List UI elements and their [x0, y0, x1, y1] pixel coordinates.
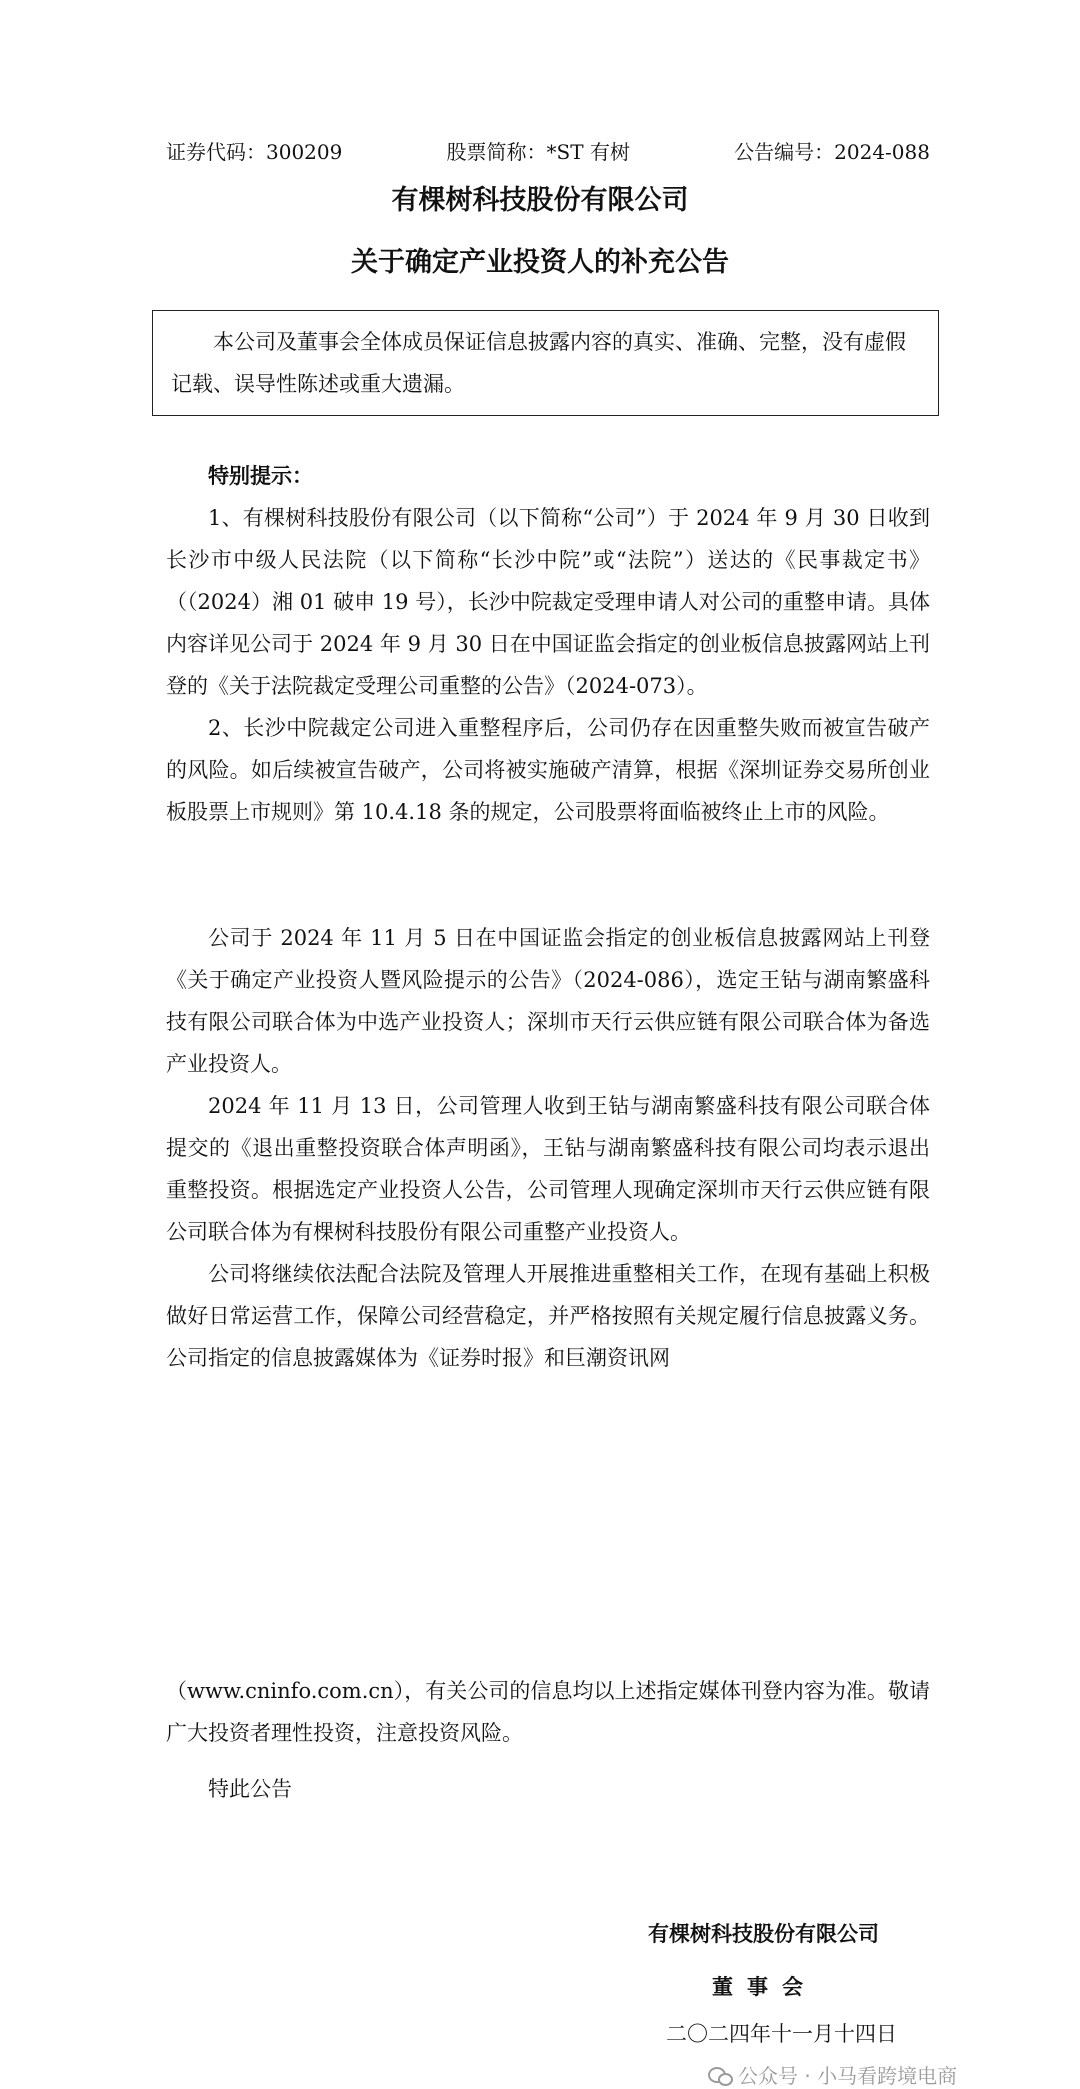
- body-paragraph-2: 2024 年 11 月 13 日，公司管理人收到王钻与湖南繁盛科技有限公司联合体提交的《退出重整投资联合体声明函》，王钻与湖南繁盛科技有限公司均表示退出重整投资。根据选定产业投资人公告，公司管理人现确定深圳市天行云供应链有限公司联合体为有棵树科技股份有限公司重整产业投资人。: [166, 1094, 930, 1244]
- signature-date: 二〇二四年十一月十四日: [666, 2022, 897, 2046]
- signature-company: 有棵树科技股份有限公司: [648, 1921, 879, 1946]
- special-heading: 特别提示：: [208, 463, 313, 488]
- announcement-title: 关于确定产业投资人的补充公告: [351, 247, 729, 278]
- signature-board: 董事会: [712, 1974, 817, 1999]
- special-item-1: 1、有棵树科技股份有限公司（以下简称“公司”）于 2024 年 9 月 30 日收到长沙市中级人民法院（以下简称“长沙中院”或“法院”）送达的《民事裁定书》（（2024）湘 01 破申 19 号），长沙中院裁定受理申请人对公司的重整申请。具体内容详见公司于 2024 年 9 月 30 日在中国证监会指定的创业板信息披露网站上刊登的《关于法院裁定受理公司重整的公告》（2024-073）。: [166, 506, 930, 698]
- stock-short-name: 股票简称：*ST 有树: [446, 140, 630, 164]
- company-title: 有棵树科技股份有限公司: [391, 185, 689, 216]
- watermark-text: 公众号 · 小马看跨境电商: [738, 2064, 958, 2088]
- special-notes: [166, 455, 930, 833]
- closing-text: 特此公告: [208, 1777, 292, 1801]
- notice-number: 公告编号：2024-088: [734, 140, 930, 164]
- watermark: [708, 2060, 957, 2089]
- wechat-icon: [708, 2065, 732, 2085]
- disclaimer-text: 本公司及董事会全体成员保证信息披露内容的真实、准确、完整，没有虚假记载、误导性陈述或重大遗漏。: [171, 330, 906, 396]
- special-item-2: 2、长沙中院裁定公司进入重整程序后，公司仍存在因重整失败而被宣告破产的风险。如后续被宣告破产，公司将被实施破产清算，根据《深圳证券交易所创业板股票上市规则》第 10.4.18 条的规定，公司股票将面临被终止上市的风险。: [166, 716, 930, 824]
- body-paragraph-3: 公司将继续依法配合法院及管理人开展推进重整相关工作，在现有基础上积极做好日常运营工作，保障公司经营稳定，并严格按照有关规定履行信息披露义务。公司指定的信息披露媒体为《证券时报》和巨潮资讯网: [166, 1262, 930, 1370]
- tail-paragraph: （www.cninfo.com.cn），有关公司的信息均以上述指定媒体刊登内容为准。敬请广大投资者理性投资，注意投资风险。: [166, 1679, 930, 1745]
- main-body: [166, 917, 930, 1379]
- body-paragraph-1: 公司于 2024 年 11 月 5 日在中国证监会指定的创业板信息披露网站上刊登《关于确定产业投资人暨风险提示的公告》（2024-086），选定王钻与湖南繁盛科技有限公司联合体为中选产业投资人；深圳市天行云供应链有限公司联合体为备选产业投资人。: [166, 926, 930, 1076]
- header-line: [166, 136, 930, 165]
- tail-section: [166, 1670, 930, 1810]
- stock-code: 证券代码：300209: [166, 140, 343, 164]
- disclaimer-box: [152, 310, 939, 416]
